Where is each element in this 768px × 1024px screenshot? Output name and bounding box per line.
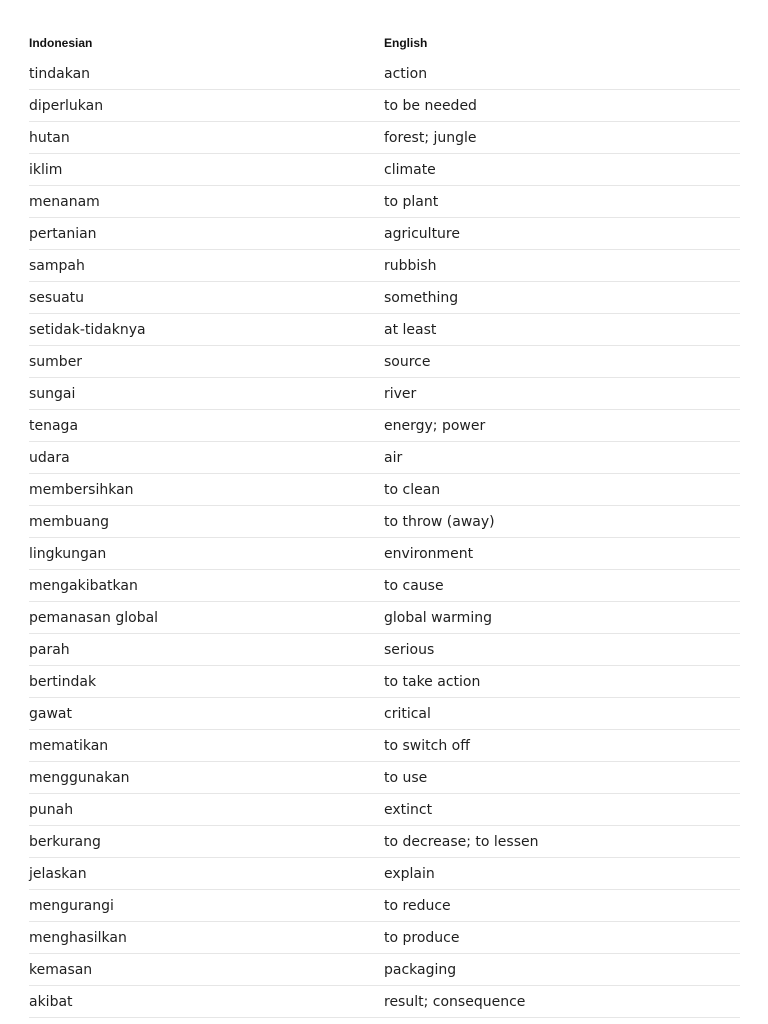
english-translation: river xyxy=(384,385,417,402)
indonesian-word: membuang xyxy=(29,513,109,530)
indonesian-word: udara xyxy=(29,449,70,466)
table-row xyxy=(29,602,740,634)
table-row xyxy=(29,762,740,794)
table-row xyxy=(29,410,740,442)
indonesian-word: bertindak xyxy=(29,673,97,690)
table-row xyxy=(29,634,740,666)
table-row xyxy=(29,314,740,346)
indonesian-word: menggunakan xyxy=(29,769,130,786)
english-translation: to reduce xyxy=(384,897,451,914)
english-translation: action xyxy=(384,65,428,82)
indonesian-word: mematikan xyxy=(29,737,109,754)
english-translation: global warming xyxy=(384,609,492,626)
header-english: English xyxy=(384,35,428,50)
indonesian-word: tenaga xyxy=(29,417,79,434)
indonesian-word: kemasan xyxy=(29,961,93,978)
indonesian-word: akibat xyxy=(29,993,73,1010)
indonesian-word: menanam xyxy=(29,193,100,210)
english-translation: something xyxy=(384,289,459,306)
indonesian-word: pemanasan global xyxy=(29,609,159,626)
table-row xyxy=(29,954,740,986)
table-row xyxy=(29,90,740,122)
english-translation: to throw (away) xyxy=(384,513,495,530)
table-row xyxy=(29,858,740,890)
indonesian-word: sampah xyxy=(29,257,85,274)
indonesian-word: mengakibatkan xyxy=(29,577,138,594)
indonesian-word: punah xyxy=(29,801,74,818)
table-row xyxy=(29,250,740,282)
table-body xyxy=(29,58,740,1018)
english-translation: result; consequence xyxy=(384,993,526,1010)
english-translation: to plant xyxy=(384,193,439,210)
indonesian-word: membersihkan xyxy=(29,481,134,498)
table-row xyxy=(29,730,740,762)
english-translation: climate xyxy=(384,161,436,178)
table-row xyxy=(29,154,740,186)
indonesian-word: diperlukan xyxy=(29,97,104,114)
table-row xyxy=(29,986,740,1018)
english-translation: energy; power xyxy=(384,417,486,434)
table-row xyxy=(29,922,740,954)
english-translation: rubbish xyxy=(384,257,437,274)
table-row xyxy=(29,442,740,474)
english-translation: forest; jungle xyxy=(384,129,477,146)
english-translation: explain xyxy=(384,865,435,882)
indonesian-word: lingkungan xyxy=(29,545,107,562)
indonesian-word: setidak-tidaknya xyxy=(29,321,146,338)
indonesian-word: mengurangi xyxy=(29,897,114,914)
english-translation: to use xyxy=(384,769,428,786)
indonesian-word: berkurang xyxy=(29,833,101,850)
table-row xyxy=(29,186,740,218)
indonesian-word: sumber xyxy=(29,353,83,370)
english-translation: serious xyxy=(384,641,435,658)
indonesian-word: iklim xyxy=(29,161,63,178)
english-translation: agriculture xyxy=(384,225,460,242)
table-row xyxy=(29,890,740,922)
english-translation: to take action xyxy=(384,673,481,690)
english-translation: to be needed xyxy=(384,97,477,114)
english-translation: critical xyxy=(384,705,431,722)
table-row xyxy=(29,346,740,378)
table-row xyxy=(29,570,740,602)
english-translation: environment xyxy=(384,545,474,562)
indonesian-word: menghasilkan xyxy=(29,929,127,946)
indonesian-word: parah xyxy=(29,641,70,658)
table-row xyxy=(29,794,740,826)
table-row xyxy=(29,698,740,730)
indonesian-word: hutan xyxy=(29,129,70,146)
table-row xyxy=(29,282,740,314)
english-translation: to produce xyxy=(384,929,460,946)
english-translation: extinct xyxy=(384,801,433,818)
table-row xyxy=(29,538,740,570)
table-row xyxy=(29,378,740,410)
table-row xyxy=(29,666,740,698)
english-translation: to switch off xyxy=(384,737,470,754)
english-translation: to clean xyxy=(384,481,441,498)
indonesian-word: tindakan xyxy=(29,65,91,82)
indonesian-word: sungai xyxy=(29,385,76,402)
english-translation: air xyxy=(384,449,403,466)
english-translation: at least xyxy=(384,321,437,338)
english-translation: packaging xyxy=(384,961,457,978)
indonesian-word: sesuatu xyxy=(29,289,85,306)
english-translation: source xyxy=(384,353,431,370)
english-translation: to decrease; to lessen xyxy=(384,833,539,850)
table-row xyxy=(29,218,740,250)
table-row xyxy=(29,58,740,90)
table-row xyxy=(29,474,740,506)
table-row xyxy=(29,506,740,538)
header-indonesian: Indonesian xyxy=(29,35,93,50)
indonesian-word: pertanian xyxy=(29,225,97,242)
table-row xyxy=(29,826,740,858)
english-translation: to cause xyxy=(384,577,444,594)
indonesian-word: jelaskan xyxy=(29,865,87,882)
indonesian-word: gawat xyxy=(29,705,72,722)
table-row xyxy=(29,122,740,154)
table-header-row xyxy=(29,27,740,58)
vocabulary-table xyxy=(29,27,740,1018)
